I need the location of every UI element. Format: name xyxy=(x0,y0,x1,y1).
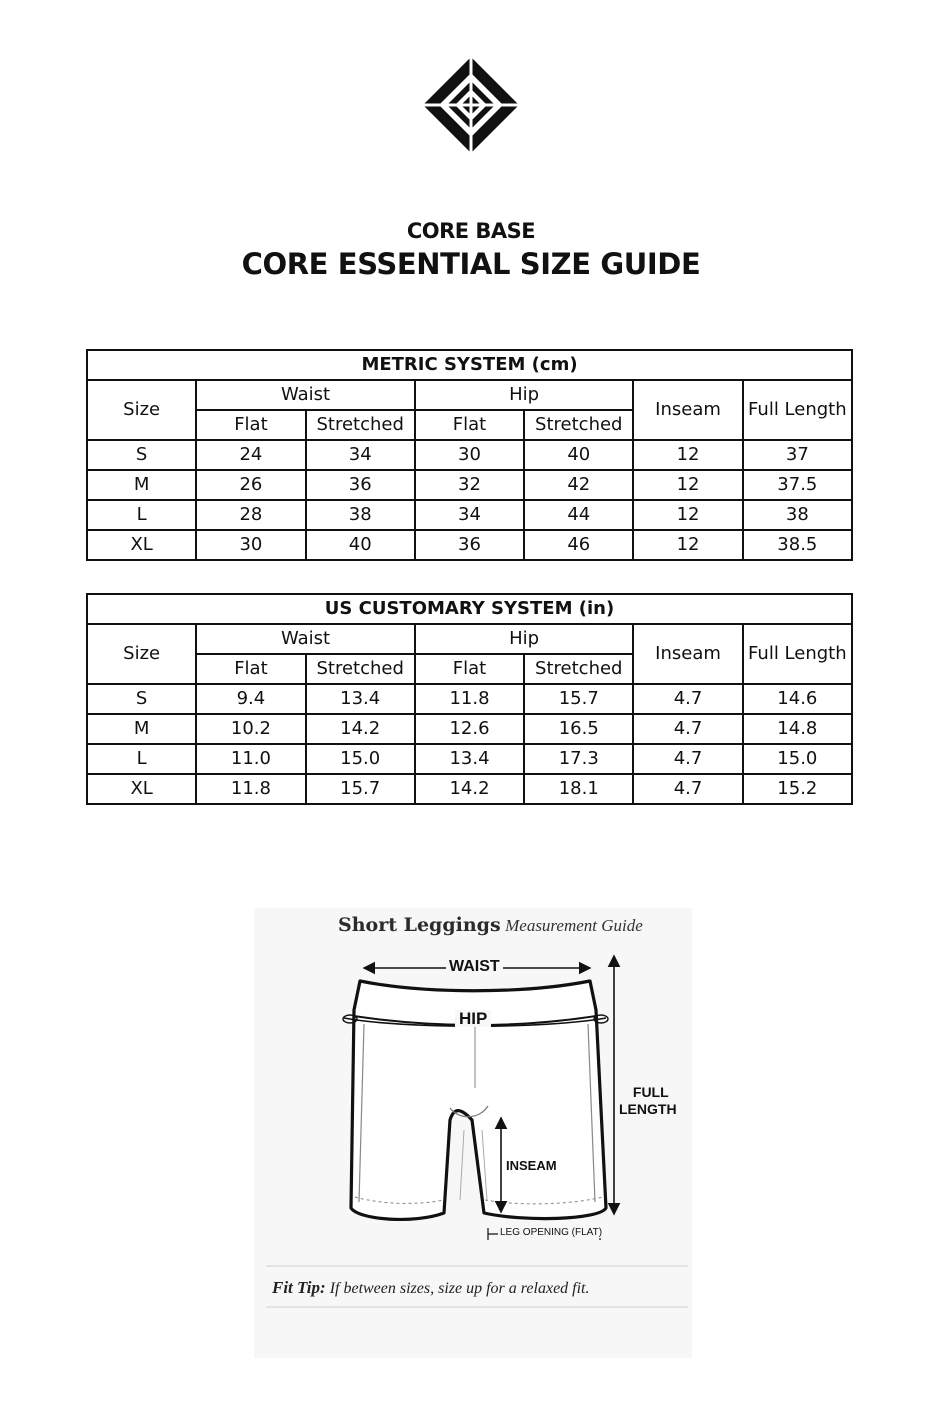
table-row xyxy=(87,440,852,470)
table-cell: 15.7 xyxy=(306,774,415,804)
table-cell: 14.2 xyxy=(415,774,524,804)
inseam-header: Inseam xyxy=(633,380,742,440)
table-cell: 14.6 xyxy=(743,684,852,714)
table-cell: 15.0 xyxy=(743,744,852,774)
table-cell: 30 xyxy=(415,440,524,470)
table-cell: 37 xyxy=(743,440,852,470)
table-cell: 28 xyxy=(196,500,305,530)
table-row xyxy=(87,500,852,530)
table-cell: XL xyxy=(87,774,196,804)
table-cell: 13.4 xyxy=(306,684,415,714)
waist-header: Waist xyxy=(196,380,415,410)
table-cell: 38 xyxy=(306,500,415,530)
hip-header: Hip xyxy=(415,380,634,410)
waist-flat-header: Flat xyxy=(196,654,305,684)
table-cell: 18.1 xyxy=(524,774,633,804)
table-cell: 36 xyxy=(415,530,524,560)
table-row xyxy=(87,714,852,744)
waist-label: WAIST xyxy=(446,959,503,975)
table-cell: 4.7 xyxy=(633,744,742,774)
table-row xyxy=(87,744,852,774)
table-cell: 9.4 xyxy=(196,684,305,714)
table-cell: 4.7 xyxy=(633,714,742,744)
waist-stretched-header: Stretched xyxy=(306,654,415,684)
table-cell: 11.8 xyxy=(196,774,305,804)
table-cell: 24 xyxy=(196,440,305,470)
full-length-label-line1: FULL xyxy=(632,1084,669,1100)
waist-stretched-header: Stretched xyxy=(306,410,415,440)
table-cell: 15.2 xyxy=(743,774,852,804)
hip-stretched-header: Stretched xyxy=(524,410,633,440)
page-title: CORE ESSENTIAL SIZE GUIDE xyxy=(241,247,701,281)
table-cell: 34 xyxy=(306,440,415,470)
hip-header: Hip xyxy=(415,624,634,654)
table-cell: 14.8 xyxy=(743,714,852,744)
table-cell: 30 xyxy=(196,530,305,560)
table-cell: 12 xyxy=(633,530,742,560)
table-cell: 12 xyxy=(633,500,742,530)
us-table-title: US CUSTOMARY SYSTEM (in) xyxy=(87,594,852,624)
metric-size-table xyxy=(86,349,853,561)
table-cell: 34 xyxy=(415,500,524,530)
table-cell: 46 xyxy=(524,530,633,560)
table-row xyxy=(87,774,852,804)
hip-flat-header: Flat xyxy=(415,654,524,684)
table-cell: 12.6 xyxy=(415,714,524,744)
leg-opening-label: LEG OPENING (FLAT) xyxy=(500,1227,603,1238)
fit-tip-label: Fit Tip: xyxy=(272,1278,326,1297)
table-cell: 32 xyxy=(415,470,524,500)
table-cell: 4.7 xyxy=(633,684,742,714)
diagram-title xyxy=(338,914,643,936)
full-length-header: Full Length xyxy=(743,624,852,684)
hip-stretched-header: Stretched xyxy=(524,654,633,684)
diagram-title-strong: Short Leggings xyxy=(338,914,501,936)
table-row xyxy=(87,470,852,500)
table-cell: 26 xyxy=(196,470,305,500)
table-cell: 17.3 xyxy=(524,744,633,774)
table-cell: S xyxy=(87,440,196,470)
fit-tip xyxy=(272,1278,590,1298)
fit-tip-text: If between sizes, size up for a relaxed fit. xyxy=(329,1280,590,1297)
table-cell: 15.7 xyxy=(524,684,633,714)
waist-header: Waist xyxy=(196,624,415,654)
table-cell: 38 xyxy=(743,500,852,530)
table-cell: 12 xyxy=(633,470,742,500)
measurement-guide-diagram xyxy=(254,908,692,1358)
full-length-label-line2: LENGTH xyxy=(619,1101,677,1117)
table-cell: 13.4 xyxy=(415,744,524,774)
table-cell: 38.5 xyxy=(743,530,852,560)
us-size-table xyxy=(86,593,853,805)
table-row xyxy=(87,684,852,714)
brand-logo xyxy=(405,55,537,243)
size-header: Size xyxy=(87,624,196,684)
size-header: Size xyxy=(87,380,196,440)
table-cell: 14.2 xyxy=(306,714,415,744)
table-cell: XL xyxy=(87,530,196,560)
hip-label: HIP xyxy=(455,1010,491,1027)
table-cell: 15.0 xyxy=(306,744,415,774)
diamond-logo-icon xyxy=(421,55,521,155)
table-cell: M xyxy=(87,470,196,500)
table-cell: 37.5 xyxy=(743,470,852,500)
inseam-header: Inseam xyxy=(633,624,742,684)
table-cell: 10.2 xyxy=(196,714,305,744)
table-cell: 12 xyxy=(633,440,742,470)
waist-flat-header: Flat xyxy=(196,410,305,440)
brand-name: CORE BASE xyxy=(406,219,536,243)
full-length-label xyxy=(619,1084,677,1117)
table-cell: 4.7 xyxy=(633,774,742,804)
metric-table-title: METRIC SYSTEM (cm) xyxy=(87,350,852,380)
table-cell: 40 xyxy=(306,530,415,560)
hip-flat-header: Flat xyxy=(415,410,524,440)
table-cell: 42 xyxy=(524,470,633,500)
table-cell: 11.0 xyxy=(196,744,305,774)
table-cell: L xyxy=(87,500,196,530)
table-cell: L xyxy=(87,744,196,774)
table-cell: 36 xyxy=(306,470,415,500)
full-length-header: Full Length xyxy=(743,380,852,440)
diagram-title-light: Measurement Guide xyxy=(505,916,643,935)
table-cell: S xyxy=(87,684,196,714)
table-row xyxy=(87,530,852,560)
table-cell: 11.8 xyxy=(415,684,524,714)
table-cell: 16.5 xyxy=(524,714,633,744)
table-cell: 40 xyxy=(524,440,633,470)
table-cell: 44 xyxy=(524,500,633,530)
inseam-label: INSEAM xyxy=(506,1158,557,1173)
table-cell: M xyxy=(87,714,196,744)
